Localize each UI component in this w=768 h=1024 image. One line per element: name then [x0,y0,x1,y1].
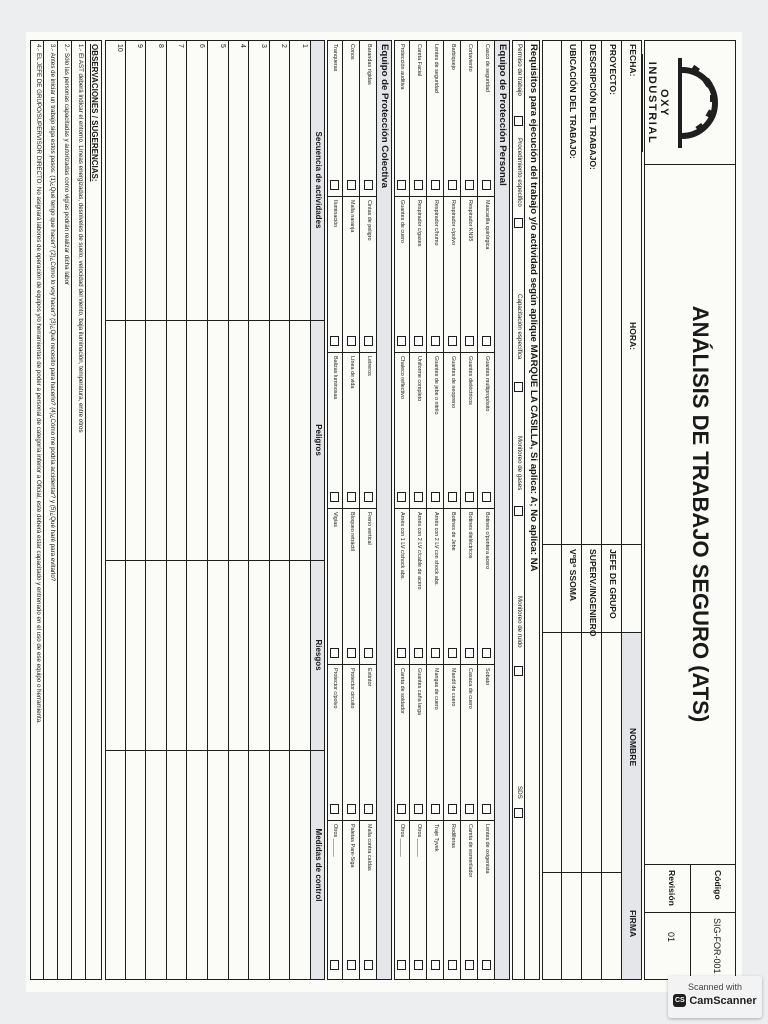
epc-item-label: Tranqueras [332,44,338,72]
epp-item-checkbox[interactable] [482,960,491,970]
epp-item-checkbox[interactable] [482,648,491,658]
epc-item-checkbox[interactable] [330,804,339,814]
role-vb-ssoma: VºBº SSOMA [568,549,578,602]
epp-item-checkbox[interactable] [397,492,406,502]
epp-item-checkbox[interactable] [414,804,423,814]
watermark-line1: Scanned with [687,982,743,992]
epp-title: Equipo de Protección Personal [497,44,508,186]
req-procedimiento: Procedimiento especifico [516,138,523,207]
activity-row-number: 3 [260,44,267,48]
observacion-3: 3.- Antes de iniciar un trabajo siga estos pasos: (1)¿Qué tengo que hacer? (2)¿Cómo lo voy hacer? (3)¿Qué necesito para hacerlo? (4)¿Cómo me podría accidentar? y (5)¿Qué haré para evitarlo? [49,44,56,582]
role-jefe-grupo: JEFE DE GRUPO [608,549,618,619]
activity-cell-medidas[interactable] [272,754,288,976]
col-peligros: Peligros [314,424,323,456]
activity-cell-secuencia[interactable] [169,54,185,316]
epp-item-label: Respirador KN95 [467,200,473,242]
epc-item-label: Iluminación [332,200,338,228]
activity-cell-medidas[interactable] [149,754,165,976]
activity-cell-peligros[interactable] [149,324,165,556]
company-logo [645,48,728,158]
epp-item-checkbox[interactable] [482,180,491,190]
epp-item-checkbox[interactable] [448,336,457,346]
epc-item-checkbox[interactable] [364,648,373,658]
col-riesgos: Riesgos [314,639,323,671]
activity-cell-secuencia[interactable] [272,54,288,316]
epp-item-label: Barbiquejo [450,44,456,70]
epp-item-label: Botines dieléctricos [467,512,473,559]
req-procedimiento-checkbox[interactable] [514,218,523,228]
req-sds: SDS [516,786,523,799]
activity-cell-riesgos[interactable] [149,564,165,746]
activity-cell-riesgos[interactable] [108,564,124,746]
epp-item-label: Guantes dieléctricos [467,356,473,405]
activity-cell-riesgos[interactable] [252,564,268,746]
activity-cell-peligros[interactable] [108,324,124,556]
ats-form-sheet [26,32,742,992]
epc-item-label: Conos [349,44,355,60]
epc-item-label: Bloqueo retráctil [349,512,355,551]
activity-row-number: 1 [301,44,308,48]
activity-cell-peligros[interactable] [293,324,309,556]
activity-row-number: 8 [157,44,164,48]
activity-row-number: 7 [177,44,184,48]
req-sds-checkbox[interactable] [514,808,523,818]
hora-label: HORA: [628,322,638,351]
epp-item-checkbox[interactable] [465,492,474,502]
epp-item-checkbox[interactable] [397,336,406,346]
epp-item-label: Botines de Jebe [450,512,456,551]
req-capacitacion: Capacitación específica [516,294,523,360]
activity-cell-peligros[interactable] [190,324,206,556]
epc-item-checkbox[interactable] [347,960,356,970]
epp-item-label: Uniforme completo [416,356,422,402]
epp-item-label: Rodilleras [450,824,456,848]
col-medidas: Medidas de control [314,828,323,902]
epp-item-label: Mangas de cuero [433,668,439,710]
epc-item-label: Protector c/polvo [332,668,338,709]
epc-item-checkbox[interactable] [347,180,356,190]
activity-cell-secuencia[interactable] [293,54,309,316]
epp-item-checkbox[interactable] [465,336,474,346]
epc-item-label: Malla contra caídas [366,824,372,871]
activity-cell-medidas[interactable] [211,754,227,976]
activity-cell-secuencia[interactable] [149,54,165,316]
req-permiso-checkbox[interactable] [514,116,523,126]
ubicacion-label: UBICACIÓN DEL TRABAJO: [568,44,578,159]
activity-cell-peligros[interactable] [211,324,227,556]
epc-item-label: Balizas luminosas [332,356,338,400]
epp-item-label: Respirador c/humo [433,200,439,246]
epp-item-label: Otros ______ [416,824,422,857]
activity-cell-medidas[interactable] [252,754,268,976]
epp-item-checkbox[interactable] [482,804,491,814]
epp-item-label: Guantes multipropósito [484,356,490,412]
epp-item-checkbox[interactable] [431,960,440,970]
codigo-value: SIG-FOR-001 [712,918,722,974]
epp-item-checkbox[interactable] [465,804,474,814]
activity-row-number: 10 [116,44,123,52]
gear-logo-icon [676,48,728,158]
epc-item-label: Freno vertical [366,512,372,545]
epp-item-label: Guantes de neopreno [450,356,456,409]
descripcion-label: DESCRIPCIÓN DEL TRABAJO: [588,44,598,170]
activity-cell-secuencia[interactable] [231,54,247,316]
watermark-line2: CamScanner [689,994,757,1007]
activity-cell-peligros[interactable] [252,324,268,556]
activity-cell-peligros[interactable] [272,324,288,556]
activity-cell-riesgos[interactable] [272,564,288,746]
epp-item-checkbox[interactable] [414,336,423,346]
epc-item-label: Barandas rígidas [366,44,372,85]
epp-item-checkbox[interactable] [414,960,423,970]
epp-item-label: Careta de esmerilador [467,824,473,878]
epp-item-checkbox[interactable] [448,960,457,970]
epc-item-checkbox[interactable] [347,648,356,658]
req-monitoreo-gases: Monitoreo de gases [516,436,523,491]
activity-cell-secuencia[interactable] [211,54,227,316]
epc-item-checkbox[interactable] [364,492,373,502]
logo-brand-text: OXY INDUSTRIAL [645,61,671,145]
activity-cell-medidas[interactable] [169,754,185,976]
epc-item-label: Línea de vida [349,356,355,389]
activity-cell-secuencia[interactable] [108,54,124,316]
activity-row-number: 5 [219,44,226,48]
epc-item-checkbox[interactable] [330,336,339,346]
activity-row-number: 9 [136,44,143,48]
epc-item-checkbox[interactable] [330,492,339,502]
epp-item-label: Casco de seguridad [484,44,490,92]
activity-cell-riesgos[interactable] [169,564,185,746]
activity-row-number: 4 [239,44,246,48]
epp-item-checkbox[interactable] [448,180,457,190]
activity-row-number: 6 [198,44,205,48]
req-permiso: Permiso de trabajo [516,44,523,96]
epc-item-checkbox[interactable] [347,336,356,346]
epp-item-checkbox[interactable] [414,648,423,658]
epp-item-label: Guantes de jebe o nitrilo [433,356,439,415]
epp-item-label: Arnés con 2 LV con shock abs. [433,512,439,586]
epp-item-checkbox[interactable] [448,648,457,658]
epp-item-checkbox[interactable] [431,492,440,502]
nombre-header: NOMBRE [628,728,638,767]
observacion-1: 1.- El AST deberá indicar el entorno. Líneas energizadas, desniveles de suelo, velocidad del viento, baja iluminación, temperatura, entre otros [77,44,84,433]
epp-item-label: Arnés con 1 LV c/shock abs. [399,512,405,580]
epc-item-label: Letreros [366,356,372,376]
epp-item-checkbox[interactable] [431,336,440,346]
role-supervisor: SUPERV./INGENIERO [588,549,598,637]
epp-item-checkbox[interactable] [397,180,406,190]
activity-cell-medidas[interactable] [108,754,124,976]
activity-cell-riesgos[interactable] [190,564,206,746]
epp-item-label: Guantes caña larga [416,668,422,716]
col-secuencia: Secuencia de actividades [314,131,323,229]
activity-cell-medidas[interactable] [293,754,309,976]
activity-cell-riesgos[interactable] [231,564,247,746]
epc-item-checkbox[interactable] [330,180,339,190]
epp-item-label: Lentes de seguridad [433,44,439,93]
epp-item-label: Botines c/puntera acero [484,512,490,569]
epp-item-label: Careta Facial [416,44,422,77]
epp-item-checkbox[interactable] [448,804,457,814]
epc-item-checkbox[interactable] [330,648,339,658]
epc-item-label: Vigías [332,512,338,527]
epc-item-label: Malla naranja [349,200,355,233]
epp-item-checkbox[interactable] [448,492,457,502]
activity-cell-secuencia[interactable] [252,54,268,316]
req-monitoreo-gases-checkbox[interactable] [514,506,523,516]
epp-item-label: Mandil de cuero [450,668,456,707]
activity-cell-medidas[interactable] [128,754,144,976]
page-title: ANÁLISIS DE TRABAJO SEGURO (ATS) [688,305,713,723]
epp-item-label: Mascarilla quirúrgica [484,200,490,250]
epp-item-checkbox[interactable] [482,492,491,502]
observacion-2: 2.- Sólo las personas capacitadas y autorizadas como vigías podrán realizar dicha labor [63,44,70,286]
epp-item-label: Casaca de cuero [467,668,473,709]
epp-item-label: Guantes de cuero [399,200,405,243]
req-monitoreo-ruido-checkbox[interactable] [514,666,523,676]
epp-item-checkbox[interactable] [431,180,440,190]
firma-header: FIRMA [628,910,638,938]
epc-item-checkbox[interactable] [330,960,339,970]
activity-cell-riesgos[interactable] [211,564,227,746]
epc-item-label: Cintas de peligro [366,200,372,241]
proyecto-label: PROYECTO: [608,44,618,95]
epp-item-checkbox[interactable] [482,336,491,346]
codigo-label: Código [713,870,723,900]
activity-cell-riesgos[interactable] [293,564,309,746]
epp-item-checkbox[interactable] [397,804,406,814]
epc-title: Equipo de Protección Colectiva [379,44,390,188]
epc-item-label: Protector circuito [349,668,355,709]
epp-item-label: Traje Tyvek [433,824,439,852]
epp-item-checkbox[interactable] [465,180,474,190]
epp-item-label: Arnés con 2 LV c/cable de acero [416,512,422,590]
camscanner-watermark [668,976,762,1018]
epc-item-checkbox[interactable] [347,804,356,814]
epp-item-label: Respirador c/gases [416,200,422,247]
epc-item-checkbox[interactable] [364,804,373,814]
activity-cell-medidas[interactable] [190,754,206,976]
epp-item-checkbox[interactable] [431,648,440,658]
observacion-4: 4.- EL JEFE DE GRUPO/SUPERVISOR DIRECTO: No asignará labores de operación de equipos y/o herramientas de poder a personal de categoría inferior a Oficial, este deberá estar capacitado y entrenado en el uso de ese equipo o herramienta. [35,44,42,724]
epc-item-checkbox[interactable] [364,960,373,970]
activity-row-number: 2 [280,44,287,48]
camscanner-logo-icon: CS [673,994,686,1007]
requisitos-title: Requisitos para ejecución del trabajo y/o actividad según aplique MARQUE LA CASILLA, Si aplica: A; No aplica: NA [528,44,539,572]
epc-item-label: Otros ______ [332,824,338,857]
fecha-label: FECHA: [628,44,638,77]
activity-cell-medidas[interactable] [231,754,247,976]
epc-item-label: Paletas Pare-Siga [349,824,355,868]
req-capacitacion-checkbox[interactable] [514,382,523,392]
activity-cell-peligros[interactable] [169,324,185,556]
epp-item-label: Otros ______ [399,824,405,857]
revision-value: 01 [666,932,676,943]
epc-item-label: Extintor [366,668,372,687]
req-monitoreo-ruido: Monitoreo de ruido [516,596,523,648]
activity-cell-peligros[interactable] [128,324,144,556]
revision-label: Revisión [667,870,677,906]
epp-item-label: Careta de soldador [399,668,405,714]
epp-item-checkbox[interactable] [431,804,440,814]
epc-item-checkbox[interactable] [364,336,373,346]
activity-cell-peligros[interactable] [231,324,247,556]
epp-item-checkbox[interactable] [465,648,474,658]
epp-item-label: Lentes de oxigenista [484,824,490,874]
observaciones-title: OBSERVACIONES / SUGERENCIAS: [90,44,99,182]
epp-item-label: Protección auditiva [399,44,405,90]
epc-item-checkbox[interactable] [347,492,356,502]
epp-item-label: Cortaviento [467,44,473,72]
epp-item-label: Chaleco reflectivo [399,356,405,399]
epc-item-checkbox[interactable] [364,180,373,190]
epp-item-checkbox[interactable] [397,960,406,970]
epp-item-checkbox[interactable] [465,960,474,970]
activity-cell-riesgos[interactable] [128,564,144,746]
epp-item-label: Respirador c/polvo [450,200,456,245]
activity-cell-secuencia[interactable] [128,54,144,316]
epp-item-checkbox[interactable] [414,492,423,502]
activity-cell-secuencia[interactable] [190,54,206,316]
epp-item-label: Sobato [484,668,490,686]
epp-item-checkbox[interactable] [397,648,406,658]
epp-item-checkbox[interactable] [414,180,423,190]
